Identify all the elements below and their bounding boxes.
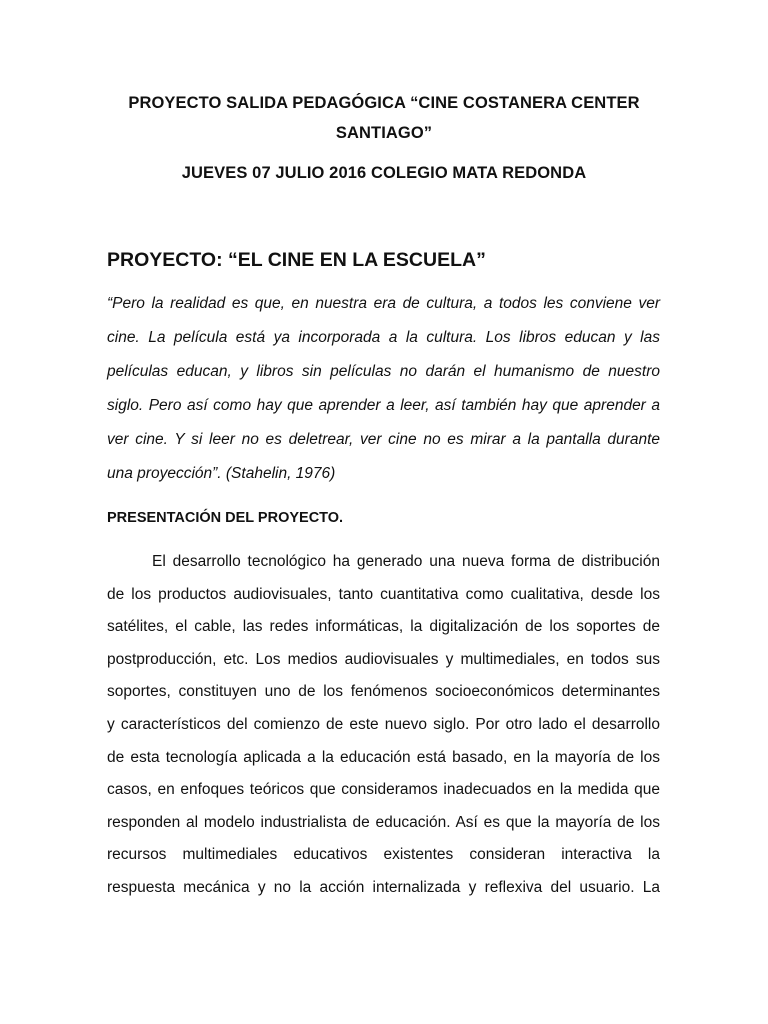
document-title-line-1: PROYECTO SALIDA PEDAGÓGICA “CINE COSTANERA CENTER [128,94,640,112]
quote-line: “Pero la realidad es que, en nuestra era de cultura, a todos les conviene ver [107,295,660,312]
paragraph-line: postproducción, etc. Los medios audiovisuales y multimediales, en todos sus [107,650,660,668]
document-subtitle: JUEVES 07 JULIO 2016 COLEGIO MATA REDONDA [181,164,587,182]
quote-line: ver cine. Y si leer no es deletrear, ver cine no es mirar a la pantalla durante [107,431,660,448]
presentation-heading: PRESENTACIÓN DEL PROYECTO. [107,510,344,526]
quote-line: una proyección”. (Stahelin, 1976) [107,465,336,482]
paragraph-line: responden al modelo industrialista de educación. Así es que la mayoría de los [107,813,660,831]
paragraph-line: de esta tecnología aplicada a la educación está basado, en la mayoría de los [107,748,660,766]
paragraph-line: respuesta mecánica y no la acción internalizada y reflexiva del usuario. La [107,878,660,896]
quote-line: siglo. Pero así como hay que aprender a leer, así también hay que aprender a [107,397,660,414]
paragraph-line: y característicos del comienzo de este nuevo siglo. Por otro lado el desarrollo [107,715,660,733]
paragraph-line: soportes, constituyen uno de los fenómenos socioeconómicos determinantes [107,683,660,701]
paragraph-line: satélites, el cable, las redes informáticas, la digitalización de los soportes de [107,618,660,636]
quote-line: cine. La película está ya incorporada a la cultura. Los libros educan y las [107,329,660,346]
project-heading: PROYECTO: “EL CINE EN LA ESCUELA” [107,249,486,271]
quote-line: películas educan, y libros sin películas no darán el humanismo de nuestro [107,363,660,380]
presentation-paragraph [107,546,660,905]
project-quote [107,287,660,491]
document-title-line-2: SANTIAGO” [335,124,433,142]
paragraph-line: casos, en enfoques teóricos que consideramos inadecuados en la medida que [107,781,660,799]
paragraph-line: El desarrollo tecnológico ha generado una nueva forma de distribución [152,553,660,570]
paragraph-line: recursos multimediales educativos existentes consideran interactiva la [107,846,660,864]
paragraph-line: de los productos audiovisuales, tanto cuantitativa como cualitativa, desde los [107,585,660,603]
